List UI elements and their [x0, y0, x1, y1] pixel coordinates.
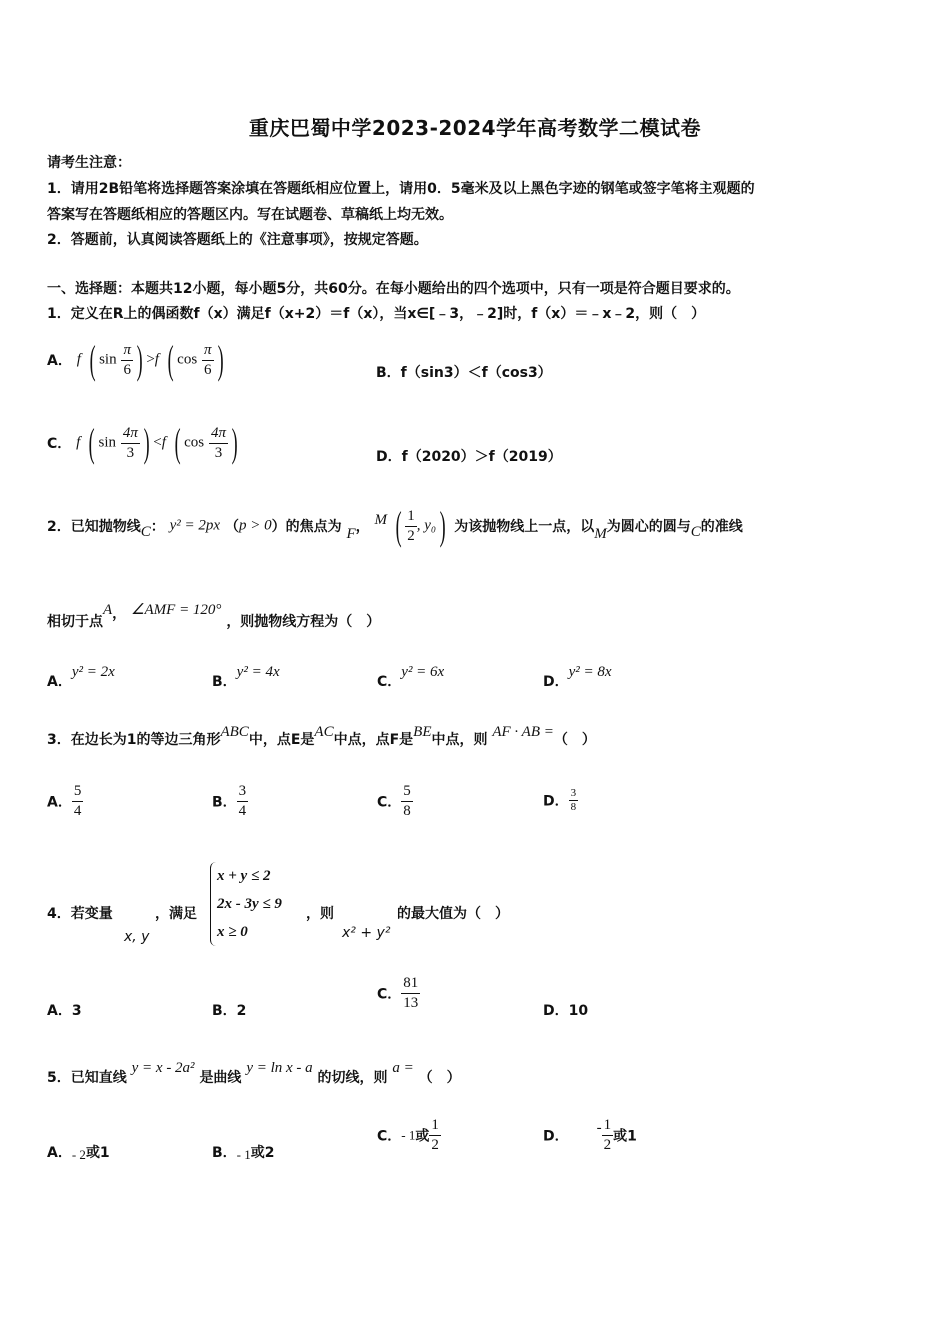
paren-open: (: [395, 503, 402, 548]
math-text: cos: [177, 351, 198, 368]
question-5-stem: [47, 1060, 461, 1087]
frac-num: π: [202, 341, 214, 361]
frac-den: 4: [238, 803, 247, 819]
math-text: M: [374, 512, 387, 528]
stem-text: 为该抛物线上一点，以: [454, 519, 595, 535]
paren-open: (: [89, 337, 96, 382]
math-text: y² = 6x: [401, 664, 445, 680]
paren-close: ): [439, 503, 446, 548]
q4-option-d: D．10: [543, 1003, 589, 1019]
frac-den: 4: [73, 803, 82, 819]
fraction: [121, 341, 133, 380]
fraction: [569, 787, 579, 814]
math-text: f: [154, 351, 159, 368]
frac-den: 2: [603, 1137, 612, 1153]
notice-heading: 请考生注意：: [47, 155, 131, 171]
option-label: D．: [543, 793, 569, 810]
question-1-stem: 1．定义在R上的偶函数f（x）满足f（x+2）＝f（x），当x∈[﹣3，﹣2]时，f（x）＝﹣x﹣2，则（ ）: [47, 306, 706, 322]
option-text: 或: [415, 1128, 430, 1145]
math-text: f: [76, 434, 81, 451]
frac-num: 4π: [121, 424, 140, 444]
notice-line-2: 2．答题前，认真阅读答题纸上的《注意事项》，按规定答题。: [47, 232, 428, 248]
math-text: ABC: [220, 724, 249, 740]
frac-num: 3: [570, 787, 577, 799]
option-label: C．: [377, 1128, 402, 1145]
frac-den: 13: [403, 995, 419, 1011]
option-label: B．: [212, 1145, 237, 1161]
option-label: C．: [377, 986, 402, 1003]
math-text: y² = 2px: [169, 517, 221, 534]
q2-option-b: [212, 664, 280, 691]
option-label: A．: [47, 1145, 72, 1161]
stem-text: 是曲线: [199, 1070, 242, 1086]
stem-text: 中点，则: [431, 732, 488, 748]
q2-option-c: [377, 664, 444, 691]
math-text: y² = 4x: [236, 664, 280, 680]
math-text: , y₀: [416, 517, 437, 534]
question-2-stem-cont: [47, 600, 380, 631]
question-3-stem: [47, 724, 596, 749]
math-text: M: [594, 526, 607, 542]
option-label: B．: [212, 794, 237, 811]
paren-open: (: [167, 337, 174, 382]
stem-text: 3．在边长为1的等边三角形: [47, 732, 221, 748]
stem-text: 为圆心的圆与: [606, 519, 691, 535]
paren-close: ): [217, 337, 224, 382]
fraction: [602, 1116, 614, 1155]
constraint-2: 2x - 3y ≤ 9: [217, 896, 282, 912]
question-4-stem-a: [47, 903, 113, 923]
fraction: [237, 782, 249, 821]
math-text: cos: [184, 434, 205, 451]
stem-text: ，则抛物线方程为（ ）: [226, 614, 381, 630]
math-text: >: [146, 351, 155, 368]
option-label: D．: [543, 1128, 569, 1145]
frac-num: 5: [72, 782, 84, 802]
math-text: AC: [314, 724, 334, 740]
frac-num: 4π: [209, 424, 228, 444]
notice-line-1b: 答案写在答题纸相应的答题区内。写在试题卷、草稿纸上均无效。: [47, 207, 453, 223]
option-text: 或2: [250, 1145, 275, 1161]
q5-option-c: [377, 1116, 441, 1155]
q4-constraint-system: [210, 862, 282, 946]
math-text: y² = 8x: [568, 664, 612, 680]
q4-option-c: [377, 974, 420, 1013]
fraction: [401, 782, 413, 821]
q1-option-b: B．f（sin3）＜f（cos3）: [376, 365, 552, 381]
fraction: [429, 1116, 441, 1155]
option-label: A．: [47, 674, 72, 690]
math-text: ∠AMF = 120°: [131, 602, 222, 618]
stem-text: ：: [150, 519, 165, 535]
frac-num: 81: [401, 974, 420, 994]
fraction: [202, 341, 214, 380]
constraint-1: x + y ≤ 2: [217, 868, 271, 884]
math-text: -: [596, 1119, 602, 1136]
option-label: C．: [377, 674, 402, 690]
frac-den: 2: [431, 1137, 439, 1153]
math-text: AF · AB =: [492, 724, 554, 740]
q5-option-a: [47, 1142, 110, 1163]
math-text: A: [103, 602, 113, 618]
frac-num: π: [121, 341, 133, 361]
stem-text: 的准线: [700, 519, 743, 535]
math-text: sin: [98, 434, 117, 451]
paren-close: ): [143, 420, 150, 465]
stem-text: （: [224, 519, 239, 535]
q3-option-a: [47, 782, 83, 821]
frac-num: 1: [602, 1116, 614, 1136]
option-label: A．: [47, 353, 72, 369]
math-text: a =: [392, 1060, 414, 1076]
option-text: 或1: [85, 1145, 110, 1161]
math-text: - 1: [401, 1127, 416, 1143]
paren-open: (: [174, 420, 181, 465]
stem-text: ，: [355, 519, 370, 535]
frac-num: 3: [237, 782, 249, 802]
stem-text: ，: [112, 606, 127, 622]
frac-den: 2: [407, 527, 415, 544]
frac-den: 6: [204, 361, 212, 378]
frac-num: 5: [401, 782, 413, 802]
q4-expr: x² + y²: [342, 925, 391, 941]
math-text: f: [161, 434, 166, 451]
math-text: C: [140, 524, 151, 540]
question-2-stem: [47, 503, 743, 548]
math-text: BE: [413, 724, 432, 740]
stem-text: 2．已知抛物线: [47, 519, 141, 535]
option-label: B．: [212, 674, 237, 690]
q4-option-a: A．3: [47, 1003, 82, 1019]
stem-text: （ ）: [553, 732, 596, 748]
frac-den: 6: [123, 361, 131, 378]
question-4-stem-c: ，则: [306, 906, 334, 922]
stem-text: 相切于点: [47, 614, 103, 630]
math-text: y = ln x - a: [246, 1060, 313, 1076]
q1-option-d: D．f（2020）＞f（2019）: [376, 449, 562, 465]
stem-text: （ ）: [418, 1070, 461, 1086]
math-text: - 1: [236, 1147, 251, 1162]
math-text: <: [153, 434, 162, 451]
constraint-3: x ≥ 0: [217, 924, 248, 940]
stem-text: 4．若变量: [47, 906, 113, 922]
math-text: F: [346, 526, 356, 542]
q3-option-c: [377, 782, 413, 821]
notice-line-1a: 1．请用2B铅笔将选择题答案涂填在答题纸相应位置上，请用0．5毫米及以上黑色字迹的钢笔或签字笔将主观题的: [47, 181, 755, 197]
q5-option-b: [212, 1142, 275, 1163]
option-text: 或1: [613, 1128, 637, 1145]
fraction: [209, 424, 228, 463]
fraction: [405, 507, 417, 546]
paren-close: ): [136, 337, 143, 382]
fraction: [401, 974, 420, 1013]
question-4-stem-b: ，满足: [155, 906, 197, 922]
option-label: A．: [47, 794, 72, 811]
frac-den: 3: [214, 444, 223, 461]
math-text: C: [690, 524, 701, 540]
stem-text: 中，点E是: [248, 732, 315, 748]
q5-option-d: [543, 1116, 637, 1155]
option-label: C．: [377, 794, 402, 811]
q1-option-a: [47, 337, 227, 382]
q1-option-c: [47, 420, 241, 465]
math-text: y = x - 2a²: [131, 1060, 195, 1076]
math-text: p > 0: [238, 517, 272, 534]
frac-den: 3: [126, 444, 135, 461]
frac-den: 8: [403, 803, 411, 819]
stem-text: 5．已知直线: [47, 1070, 127, 1086]
frac-num: 1: [405, 507, 417, 527]
q4-option-b: B．2: [212, 1003, 247, 1019]
math-text: sin: [99, 351, 117, 368]
stem-text: ）的焦点为: [271, 519, 342, 535]
fraction: [121, 424, 140, 463]
q2-option-d: [543, 664, 612, 691]
math-text: y² = 2x: [71, 664, 115, 680]
section-heading: 一、选择题：本题共12小题，每小题5分，共60分。在每小题给出的四个选项中，只有一项是符合题目要求的。: [47, 281, 740, 297]
page-title: 重庆巴蜀中学2023-2024学年高考数学二模试卷: [248, 116, 702, 140]
frac-den: 8: [570, 801, 577, 813]
q4-vars: x, y: [124, 929, 150, 945]
paren-open: (: [88, 420, 95, 465]
math-text: f: [76, 351, 81, 368]
option-label: D．: [543, 674, 569, 690]
fraction: [72, 782, 84, 821]
q3-option-b: [212, 782, 248, 821]
math-text: - 2: [71, 1147, 86, 1162]
q2-option-a: [47, 664, 115, 691]
paren-close: ): [231, 420, 238, 465]
option-label: C．: [47, 436, 72, 452]
q3-option-d: [543, 787, 578, 814]
stem-text: 的切线，则: [317, 1070, 388, 1086]
stem-text: 中点，点F是: [333, 732, 414, 748]
question-4-stem-d: 的最大值为（ ）: [397, 906, 509, 922]
constraint-brace: [210, 862, 282, 946]
frac-num: 1: [429, 1116, 441, 1136]
